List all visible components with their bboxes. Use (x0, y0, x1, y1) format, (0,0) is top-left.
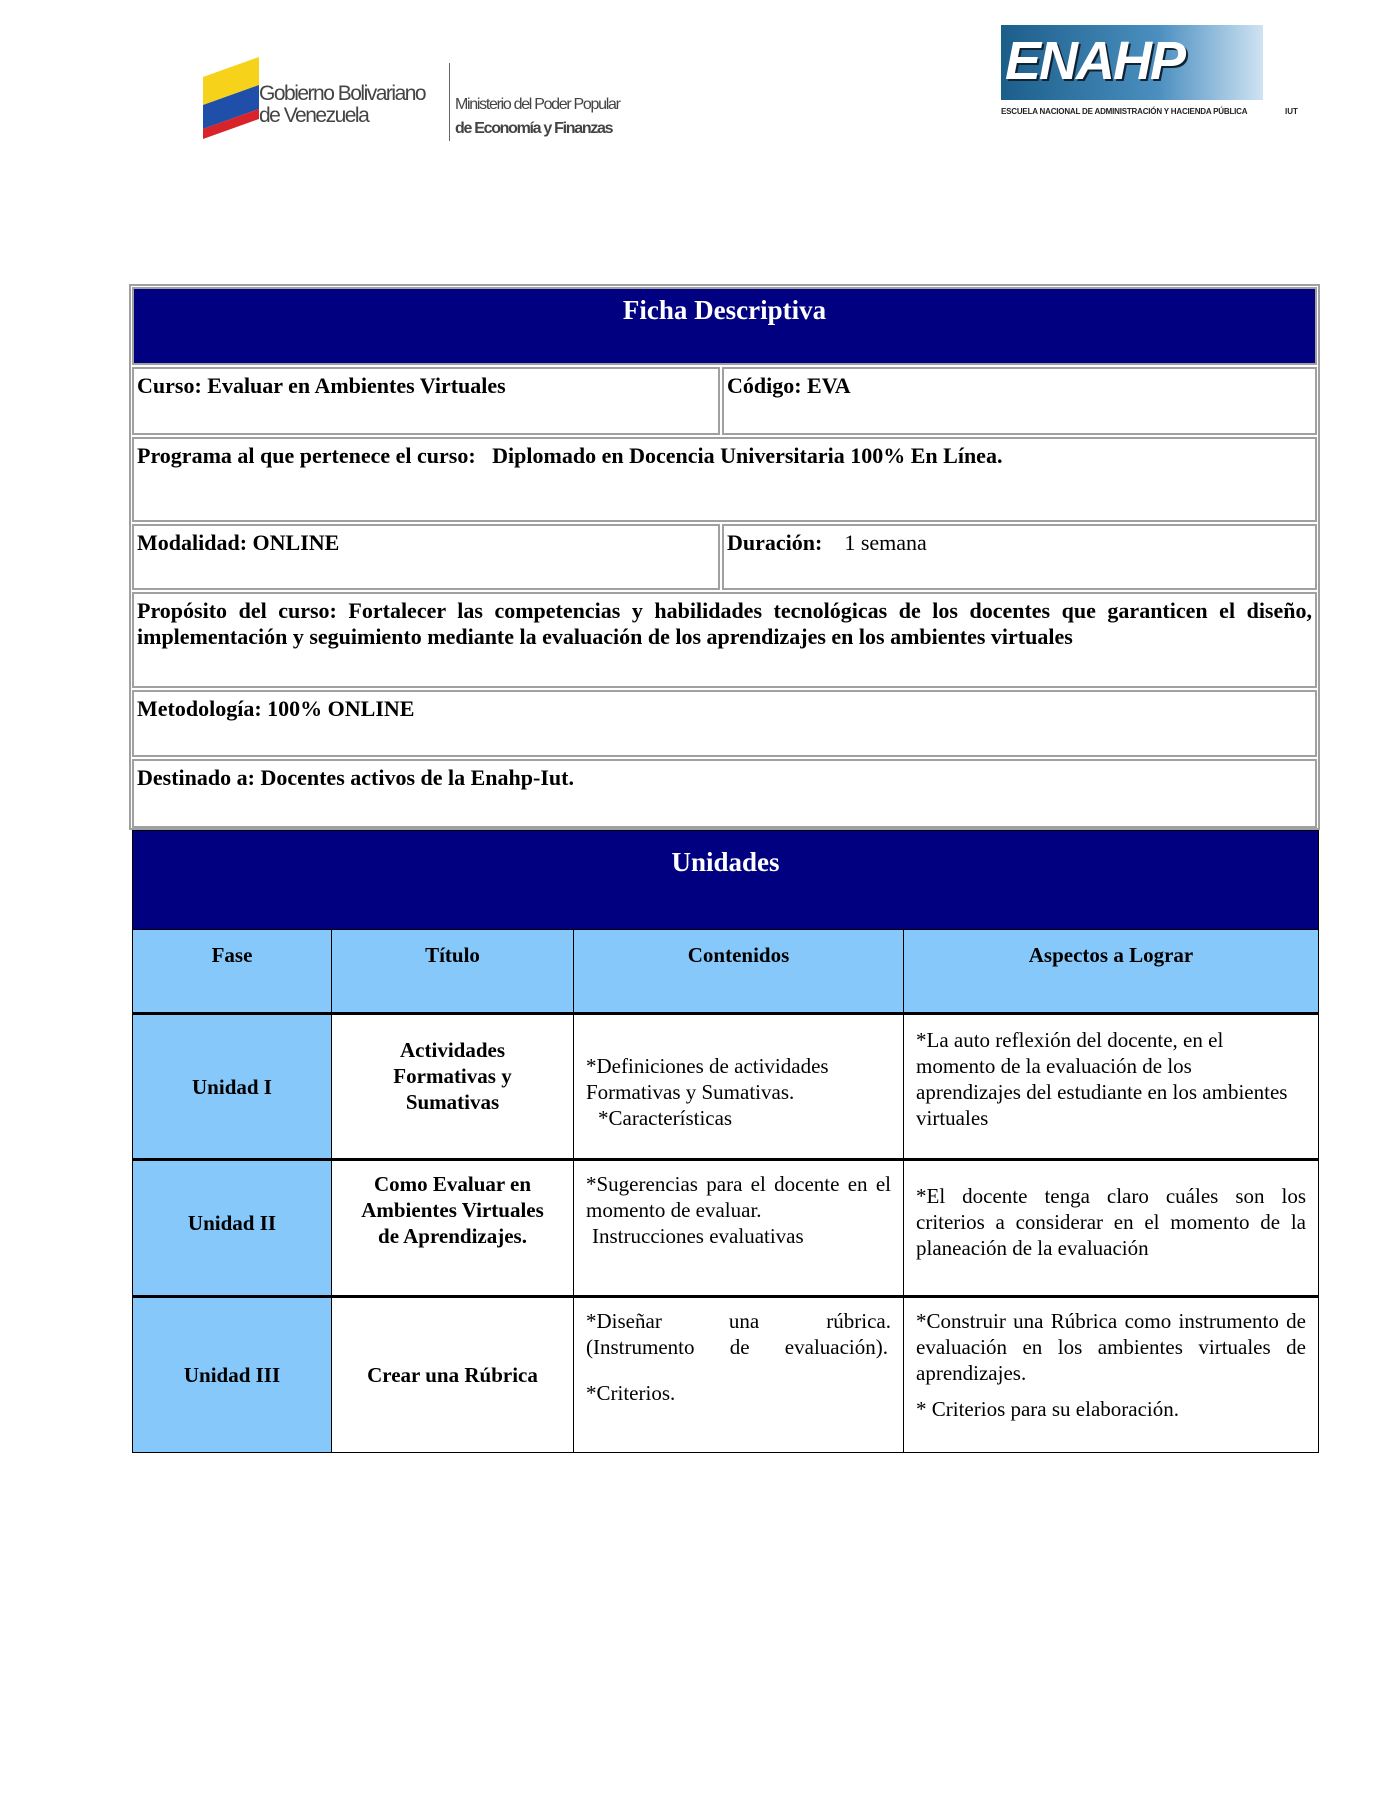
row1-titulo: Actividades Formativas y Sumativas (331, 1012, 574, 1159)
row3-fase: Unidad III (132, 1295, 332, 1453)
row1-contenidos: *Definiciones de actividades Formativas y Sumativas. *Características (573, 1012, 904, 1159)
gobierno-line1: Gobierno Bolivariano (259, 82, 426, 105)
row2-aspectos: *El docente tenga claro cuáles son los criterios a considerar en el momento de la planeación de la evaluación (903, 1158, 1319, 1296)
gobierno-logo (203, 57, 653, 145)
row1-fase: Unidad I (132, 1012, 332, 1159)
header-fase: Fase (132, 929, 332, 1013)
enahp-suffix: IUT (1285, 107, 1298, 116)
destinado-cell: Destinado a: Docentes activos de la Enahp-Iut. (132, 759, 1317, 828)
row3-contenidos: *Diseñar una rúbrica. (Instrumento de evaluación). *Criterios. (573, 1295, 904, 1453)
header-titulo: Título (331, 929, 574, 1013)
enahp-logo (1001, 25, 1301, 123)
gobierno-line2: de Venezuela (259, 104, 369, 127)
row2-contenidos: *Sugerencias para el docente en el momento de evaluar. Instrucciones evaluativas (573, 1158, 904, 1296)
metodologia-cell: Metodología: 100% ONLINE (132, 690, 1317, 757)
enahp-subtitle: ESCUELA NACIONAL DE ADMINISTRACIÓN Y HACIENDA PÚBLICA (1001, 107, 1248, 116)
codigo-cell: Código: EVA (722, 367, 1317, 435)
curso-cell: Curso: Evaluar en Ambientes Virtuales (132, 367, 720, 435)
modalidad-cell: Modalidad: ONLINE (132, 524, 720, 590)
unidades-title: Unidades (132, 830, 1319, 930)
header-aspectos: Aspectos a Lograr (903, 929, 1319, 1013)
ministry-line2: de Economía y Finanzas (455, 120, 613, 137)
proposito-cell: Propósito del curso: Fortalecer las competencias y habilidades tecnológicas de los docentes que garanticen el diseño, implementación y seguimiento mediante la evaluación de los aprendizajes en los ambientes virtuales (132, 592, 1317, 688)
logo-divider (449, 63, 450, 141)
duracion-cell: Duración: 1 semana (722, 524, 1317, 590)
row2-fase: Unidad II (132, 1158, 332, 1296)
row2-titulo: Como Evaluar en Ambientes Virtuales de Aprendizajes. (331, 1158, 574, 1296)
row1-aspectos: *La auto reflexión del docente, en el momento de la evaluación de los aprendizajes del estudiante en los ambientes virtuales (903, 1012, 1319, 1159)
programa-cell: Programa al que pertenece el curso: Diplomado en Docencia Universitaria 100% En Línea. (132, 437, 1317, 522)
row3-aspectos: *Construir una Rúbrica como instrumento de evaluación en los ambientes virtuales de aprendizajes. * Criterios para su elaboración. (903, 1295, 1319, 1453)
enahp-name: ENAHP (1005, 31, 1185, 91)
venezuela-flag-icon (203, 57, 259, 139)
row3-titulo: Crear una Rúbrica (331, 1295, 574, 1453)
header-contenidos: Contenidos (573, 929, 904, 1013)
ficha-title: Ficha Descriptiva (132, 287, 1317, 365)
ministry-line1: Ministerio del Poder Popular (455, 96, 620, 113)
